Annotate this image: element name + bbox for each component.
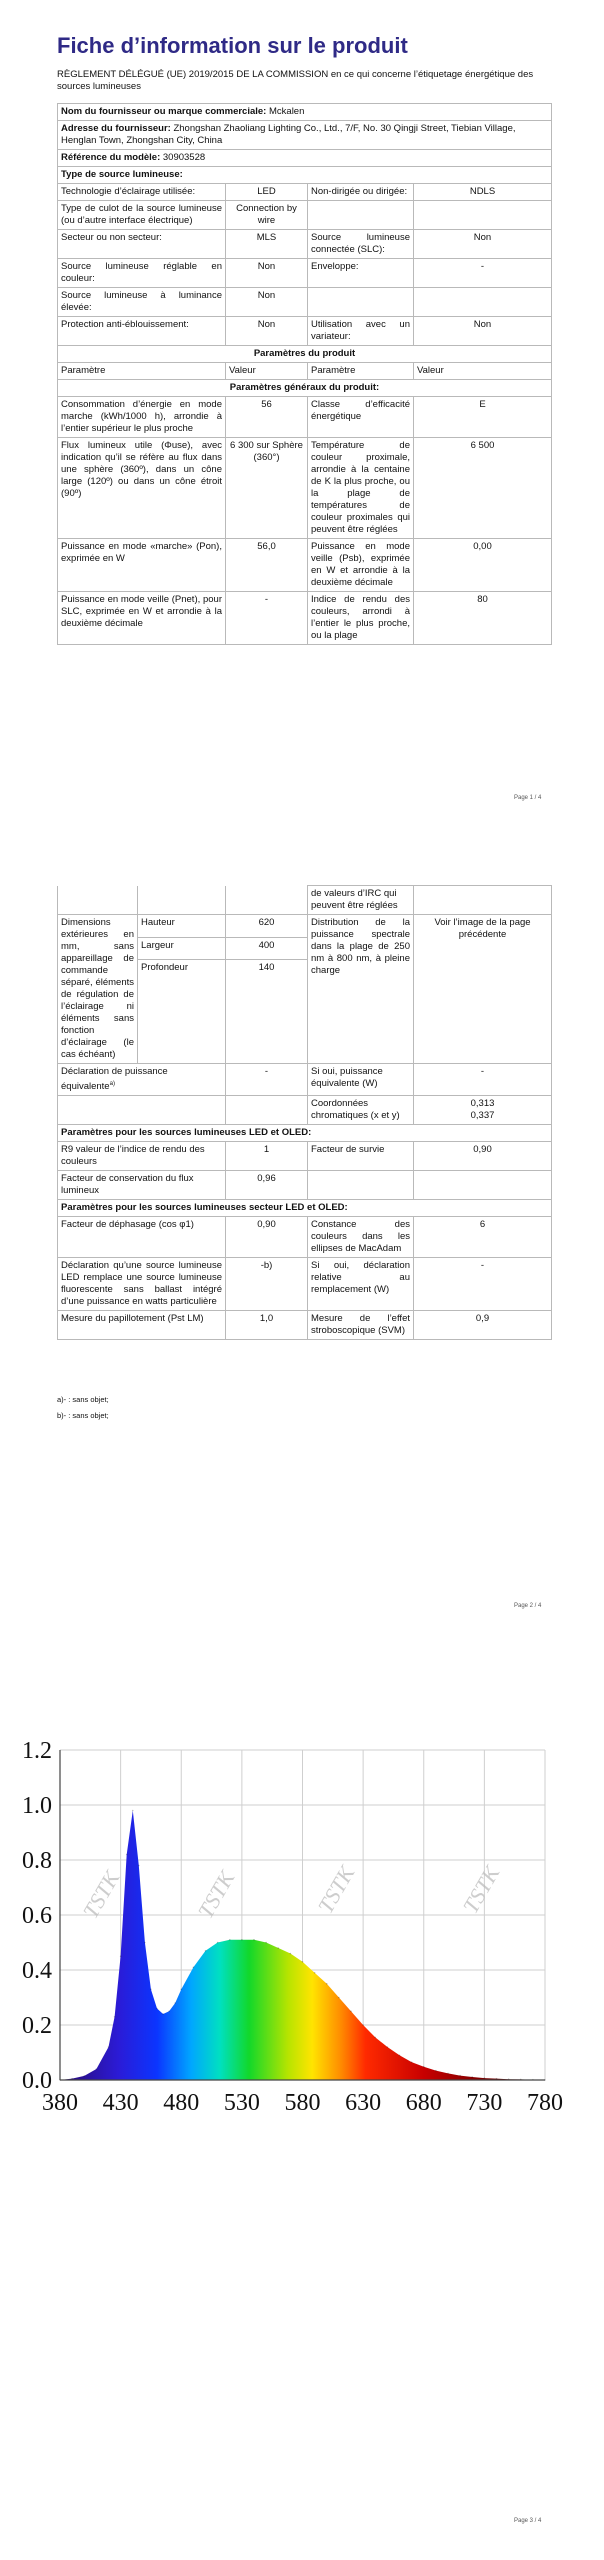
replace-power-label: Si oui, déclaration relative au remplacement (W) xyxy=(308,1258,414,1311)
data-point-610 xyxy=(338,1997,340,1999)
depth-label: Profondeur xyxy=(138,960,226,1064)
chroma-label: Coordonnées chromatiques (x et y) xyxy=(308,1096,414,1125)
data-point-540 xyxy=(253,1939,255,1941)
pnet-label: Puissance en mode veille (Pnet), pour SLC, exprimée en W et arrondie à la deuxième décimale xyxy=(58,592,226,645)
data-point-550 xyxy=(265,1942,267,1944)
data-point-580 xyxy=(302,1961,304,1963)
led-header: Paramètres pour les sources lumineuses LED et OLED: xyxy=(58,1125,552,1142)
page-2 xyxy=(0,850,604,1650)
height-label: Hauteur xyxy=(138,915,226,938)
col-param-1: Paramètre xyxy=(58,363,226,380)
x-tick-label: 530 xyxy=(223,2090,260,2116)
supplier-value: Mckalen xyxy=(269,106,305,117)
col-value-1: Valeur xyxy=(226,363,308,380)
x-tick-label: 480 xyxy=(163,2090,200,2116)
equiv-sup: a) xyxy=(109,1081,115,1087)
page-number-3: Page 3 / 4 xyxy=(514,2518,542,2524)
directional-label: Non-dirigée ou dirigée: xyxy=(308,184,414,201)
mains-label: Secteur ou non secteur: xyxy=(58,230,226,259)
macadam-label: Constance des couleurs dans les ellipses de MacAdam xyxy=(308,1217,414,1258)
data-point-560 xyxy=(277,1947,279,1949)
page-3 xyxy=(0,1650,604,2560)
cct-value: 6 500 xyxy=(414,438,552,539)
strobo-label: Mesure de l’effet stroboscopique (SVM) xyxy=(308,1311,414,1340)
y-tick-label: 0.0 xyxy=(22,2068,52,2094)
data-point-720 xyxy=(471,2076,473,2078)
data-point-680 xyxy=(423,2066,425,2068)
data-point-400 xyxy=(83,2075,85,2077)
model-value: 30903528 xyxy=(162,152,206,163)
dimmable-label: Utilisation avec un variateur: xyxy=(308,317,414,346)
data-point-740 xyxy=(496,2078,498,2080)
data-point-640 xyxy=(374,2037,376,2039)
watermark-2: TSTK xyxy=(192,1866,240,1923)
data-point-730 xyxy=(484,2077,486,2079)
equiv-label: Déclaration de puissance équivalente$^{a)}$ xyxy=(58,1064,226,1096)
watermark-1: TSTK xyxy=(77,1866,125,1923)
mains-header: Paramètres pour les sources lumineuses secteur LED et OLED: xyxy=(58,1200,552,1217)
page-1 xyxy=(0,0,604,850)
width-value: 400 xyxy=(226,937,308,960)
spd-label: Distribution de la puissance spectrale dans la plage de 250 nm à 800 nm, à pleine charge xyxy=(308,915,414,1064)
replace-value: -b) xyxy=(226,1258,308,1311)
maint-value: 0,96 xyxy=(226,1171,308,1200)
eclass-label: Classe d’efficacité énergétique xyxy=(308,397,414,438)
data-point-390 xyxy=(71,2078,73,2080)
product-info-table-cont xyxy=(57,885,552,1340)
x-tick-label: 380 xyxy=(42,2090,78,2116)
directional-value: NDLS xyxy=(414,184,552,201)
data-point-420 xyxy=(108,2046,110,2048)
x-tick-label: 730 xyxy=(466,2090,503,2116)
data-point-660 xyxy=(399,2054,401,2056)
tunable-label: Source lumineuse réglable en couleur: xyxy=(58,259,226,288)
data-point-700 xyxy=(447,2073,449,2075)
dims-label: Dimensions extérieures en mm, sans appareillage de commande séparé, éléments de régulation de l’éclairage ni éléments sans fonction d’éclairage (le cas échéant) xyxy=(58,915,138,1064)
x-tick-label: 680 xyxy=(405,2090,442,2116)
highlum-label: Source lumineuse à luminance élevée: xyxy=(58,288,226,317)
equiv-power-label: Si oui, puissance équivalente (W) xyxy=(308,1064,414,1096)
data-point-570 xyxy=(290,1953,292,1955)
cri-cont: de valeurs d’IRC qui peuvent être réglées xyxy=(308,886,414,915)
page-number-1: Page 1 / 4 xyxy=(514,795,542,801)
data-point-475 xyxy=(174,2002,176,2004)
disp-value: 0,90 xyxy=(226,1217,308,1258)
general-header: Paramètres généraux du produit: xyxy=(58,380,552,397)
replace-label: Déclaration qu’une source lumineuse LED remplace une source lumineuse fluorescente sans ballast intégré d’une puissance en watts particulière xyxy=(58,1258,226,1311)
address-value: Zhongshan Zhaoliang Lighting Co., Ltd., 7/F, No. 30 Qingji Street, Tiebian Village, Henglan Town, Zhongshan City, China xyxy=(61,123,516,146)
product-info-table xyxy=(57,103,552,645)
y-tick-label: 0.4 xyxy=(22,1958,52,1984)
connected-value: Non xyxy=(414,230,552,259)
tunable-value: Non xyxy=(226,259,308,288)
col-value-2: Valeur xyxy=(414,363,552,380)
psb-value: 0,00 xyxy=(414,539,552,592)
footnote-a: a)- : sans objet; xyxy=(57,1395,109,1404)
page-title: Fiche d’information sur le produit xyxy=(57,33,408,58)
eclass-value: E xyxy=(414,397,552,438)
col-param-2: Paramètre xyxy=(308,363,414,380)
tech-label: Technologie d’éclairage utilisée: xyxy=(58,184,226,201)
data-point-630 xyxy=(362,2024,364,2026)
data-point-440 xyxy=(132,1810,134,1812)
data-point-670 xyxy=(411,2061,413,2063)
data-point-600 xyxy=(326,1983,328,1985)
address-row xyxy=(58,121,552,150)
data-point-710 xyxy=(459,2075,461,2077)
data-point-450 xyxy=(144,1942,146,1944)
y-tick-label: 0.6 xyxy=(22,1903,52,1929)
data-point-520 xyxy=(229,1939,231,1941)
highlum-value: Non xyxy=(226,288,308,317)
regulation-text: RÈGLEMENT DÉLÉGUÉ (UE) 2019/2015 DE LA COMMISSION en ce qui concerne l’étiquetage énergétique des sources lumineuses xyxy=(57,69,534,92)
data-point-430 xyxy=(120,1955,122,1957)
address-label: Adresse du fournisseur: xyxy=(61,123,171,134)
data-point-590 xyxy=(314,1972,316,1974)
data-point-470 xyxy=(168,2010,170,2012)
y-tick-label: 0.2 xyxy=(22,2013,52,2039)
depth-value: 140 xyxy=(226,960,308,1064)
tech-value: LED xyxy=(226,184,308,201)
dimmable-value: Non xyxy=(414,317,552,346)
energy-label: Consommation d’énergie en mode marche (kWh/1000 h), arrondie à l’entier supérieur le plus proche xyxy=(58,397,226,438)
macadam-value: 6 xyxy=(414,1217,552,1258)
spd-value: Voir l’image de la page précédente xyxy=(414,915,552,1064)
spectrum-chart xyxy=(0,1705,604,2185)
y-tick-label: 1.2 xyxy=(22,1738,52,1764)
data-point-435 xyxy=(126,1854,128,1856)
maint-label: Facteur de conservation du flux lumineux xyxy=(58,1171,226,1200)
data-point-465 xyxy=(162,2013,164,2015)
connected-label: Source lumineuse connectée (SLC): xyxy=(308,230,414,259)
survival-label: Facteur de survie xyxy=(308,1142,414,1171)
x-tick-label: 430 xyxy=(102,2090,139,2116)
flux-label: Flux lumineux utile (Φuse), avec indication qu’il se réfère au flux dans une sphère (360º), dans un cône large (120º) ou dans un cône étroit (90º) xyxy=(58,438,226,539)
width-label: Largeur xyxy=(138,937,226,960)
data-point-530 xyxy=(241,1939,243,1941)
pon-label: Puissance en mode «marche» (Pon), exprimée en W xyxy=(58,539,226,592)
supplier-row xyxy=(58,104,552,121)
cri-label: Indice de rendu des couleurs, arrondi à l’entier le plus proche, ou la plage xyxy=(308,592,414,645)
disp-label: Facteur de déphasage (cos φ1) xyxy=(58,1217,226,1258)
energy-value: 56 xyxy=(226,397,308,438)
chroma-values xyxy=(414,1096,552,1125)
data-point-455 xyxy=(150,1988,152,1990)
data-point-620 xyxy=(350,2010,352,2012)
data-point-690 xyxy=(435,2070,437,2072)
data-point-410 xyxy=(96,2068,98,2070)
model-label: Référence du modèle: xyxy=(61,152,161,163)
antiglare-value: Non xyxy=(226,317,308,346)
flux-value: 6 300 sur Sphère (360°) xyxy=(226,438,308,539)
survival-value: 0,90 xyxy=(414,1142,552,1171)
cap-value: Connection by wire xyxy=(226,201,308,230)
supplier-label: Nom du fournisseur ou marque commerciale: xyxy=(61,106,267,117)
data-point-510 xyxy=(217,1942,219,1944)
cri-value: 80 xyxy=(414,592,552,645)
page-number-2: Page 2 / 4 xyxy=(514,1603,542,1609)
height-value: 620 xyxy=(226,915,308,938)
pnet-value: - xyxy=(226,592,308,645)
equiv-value: - xyxy=(226,1064,308,1096)
replace-power-value: - xyxy=(414,1258,552,1311)
chroma-x: 0,313 xyxy=(470,1098,495,1110)
cct-label: Température de couleur proximale, arrondie à la centaine de K la plus proche, ou la plage de températures de couleur proximales qui peuvent être réglées xyxy=(308,438,414,539)
pon-value: 56,0 xyxy=(226,539,308,592)
data-point-650 xyxy=(387,2046,389,2048)
cap-label: Type de culot de la source lumineuse (ou d’autre interface électrique) xyxy=(58,201,226,230)
flicker-value: 1,0 xyxy=(226,1311,308,1340)
psb-label: Puissance en mode veille (Psb), exprimée en W et arrondie à la deuxième décimale xyxy=(308,539,414,592)
envelope-label: Enveloppe: xyxy=(308,259,414,288)
chroma-y: 0,337 xyxy=(470,1110,495,1122)
model-row xyxy=(58,150,552,167)
antiglare-label: Protection anti-éblouissement: xyxy=(58,317,226,346)
r9-value: 1 xyxy=(226,1142,308,1171)
data-point-445 xyxy=(138,1865,140,1867)
x-tick-label: 630 xyxy=(345,2090,382,2116)
watermark-4: TSTK xyxy=(457,1861,505,1918)
y-tick-label: 1.0 xyxy=(22,1793,52,1819)
params-header: Paramètres du produit xyxy=(58,346,552,363)
x-tick-label: 580 xyxy=(284,2090,321,2116)
y-tick-label: 0.8 xyxy=(22,1848,52,1874)
footnote-b: b)- : sans objet; xyxy=(57,1411,109,1420)
data-point-480 xyxy=(180,1988,182,1990)
source-type-header: Type de source lumineuse: xyxy=(58,167,552,184)
data-point-460 xyxy=(156,2008,158,2010)
x-tick-label: 780 xyxy=(527,2090,563,2116)
flicker-label: Mesure du papillotement (Pst LM) xyxy=(58,1311,226,1340)
equiv-power-value: - xyxy=(414,1064,552,1096)
data-point-425 xyxy=(114,2016,116,2018)
mains-value: MLS xyxy=(226,230,308,259)
data-point-500 xyxy=(205,1950,207,1952)
envelope-value: - xyxy=(414,259,552,288)
r9-label: R9 valeur de l’indice de rendu des couleurs xyxy=(58,1142,226,1171)
strobo-value: 0,9 xyxy=(414,1311,552,1340)
data-point-490 xyxy=(193,1966,195,1968)
watermark-3: TSTK xyxy=(312,1861,360,1918)
